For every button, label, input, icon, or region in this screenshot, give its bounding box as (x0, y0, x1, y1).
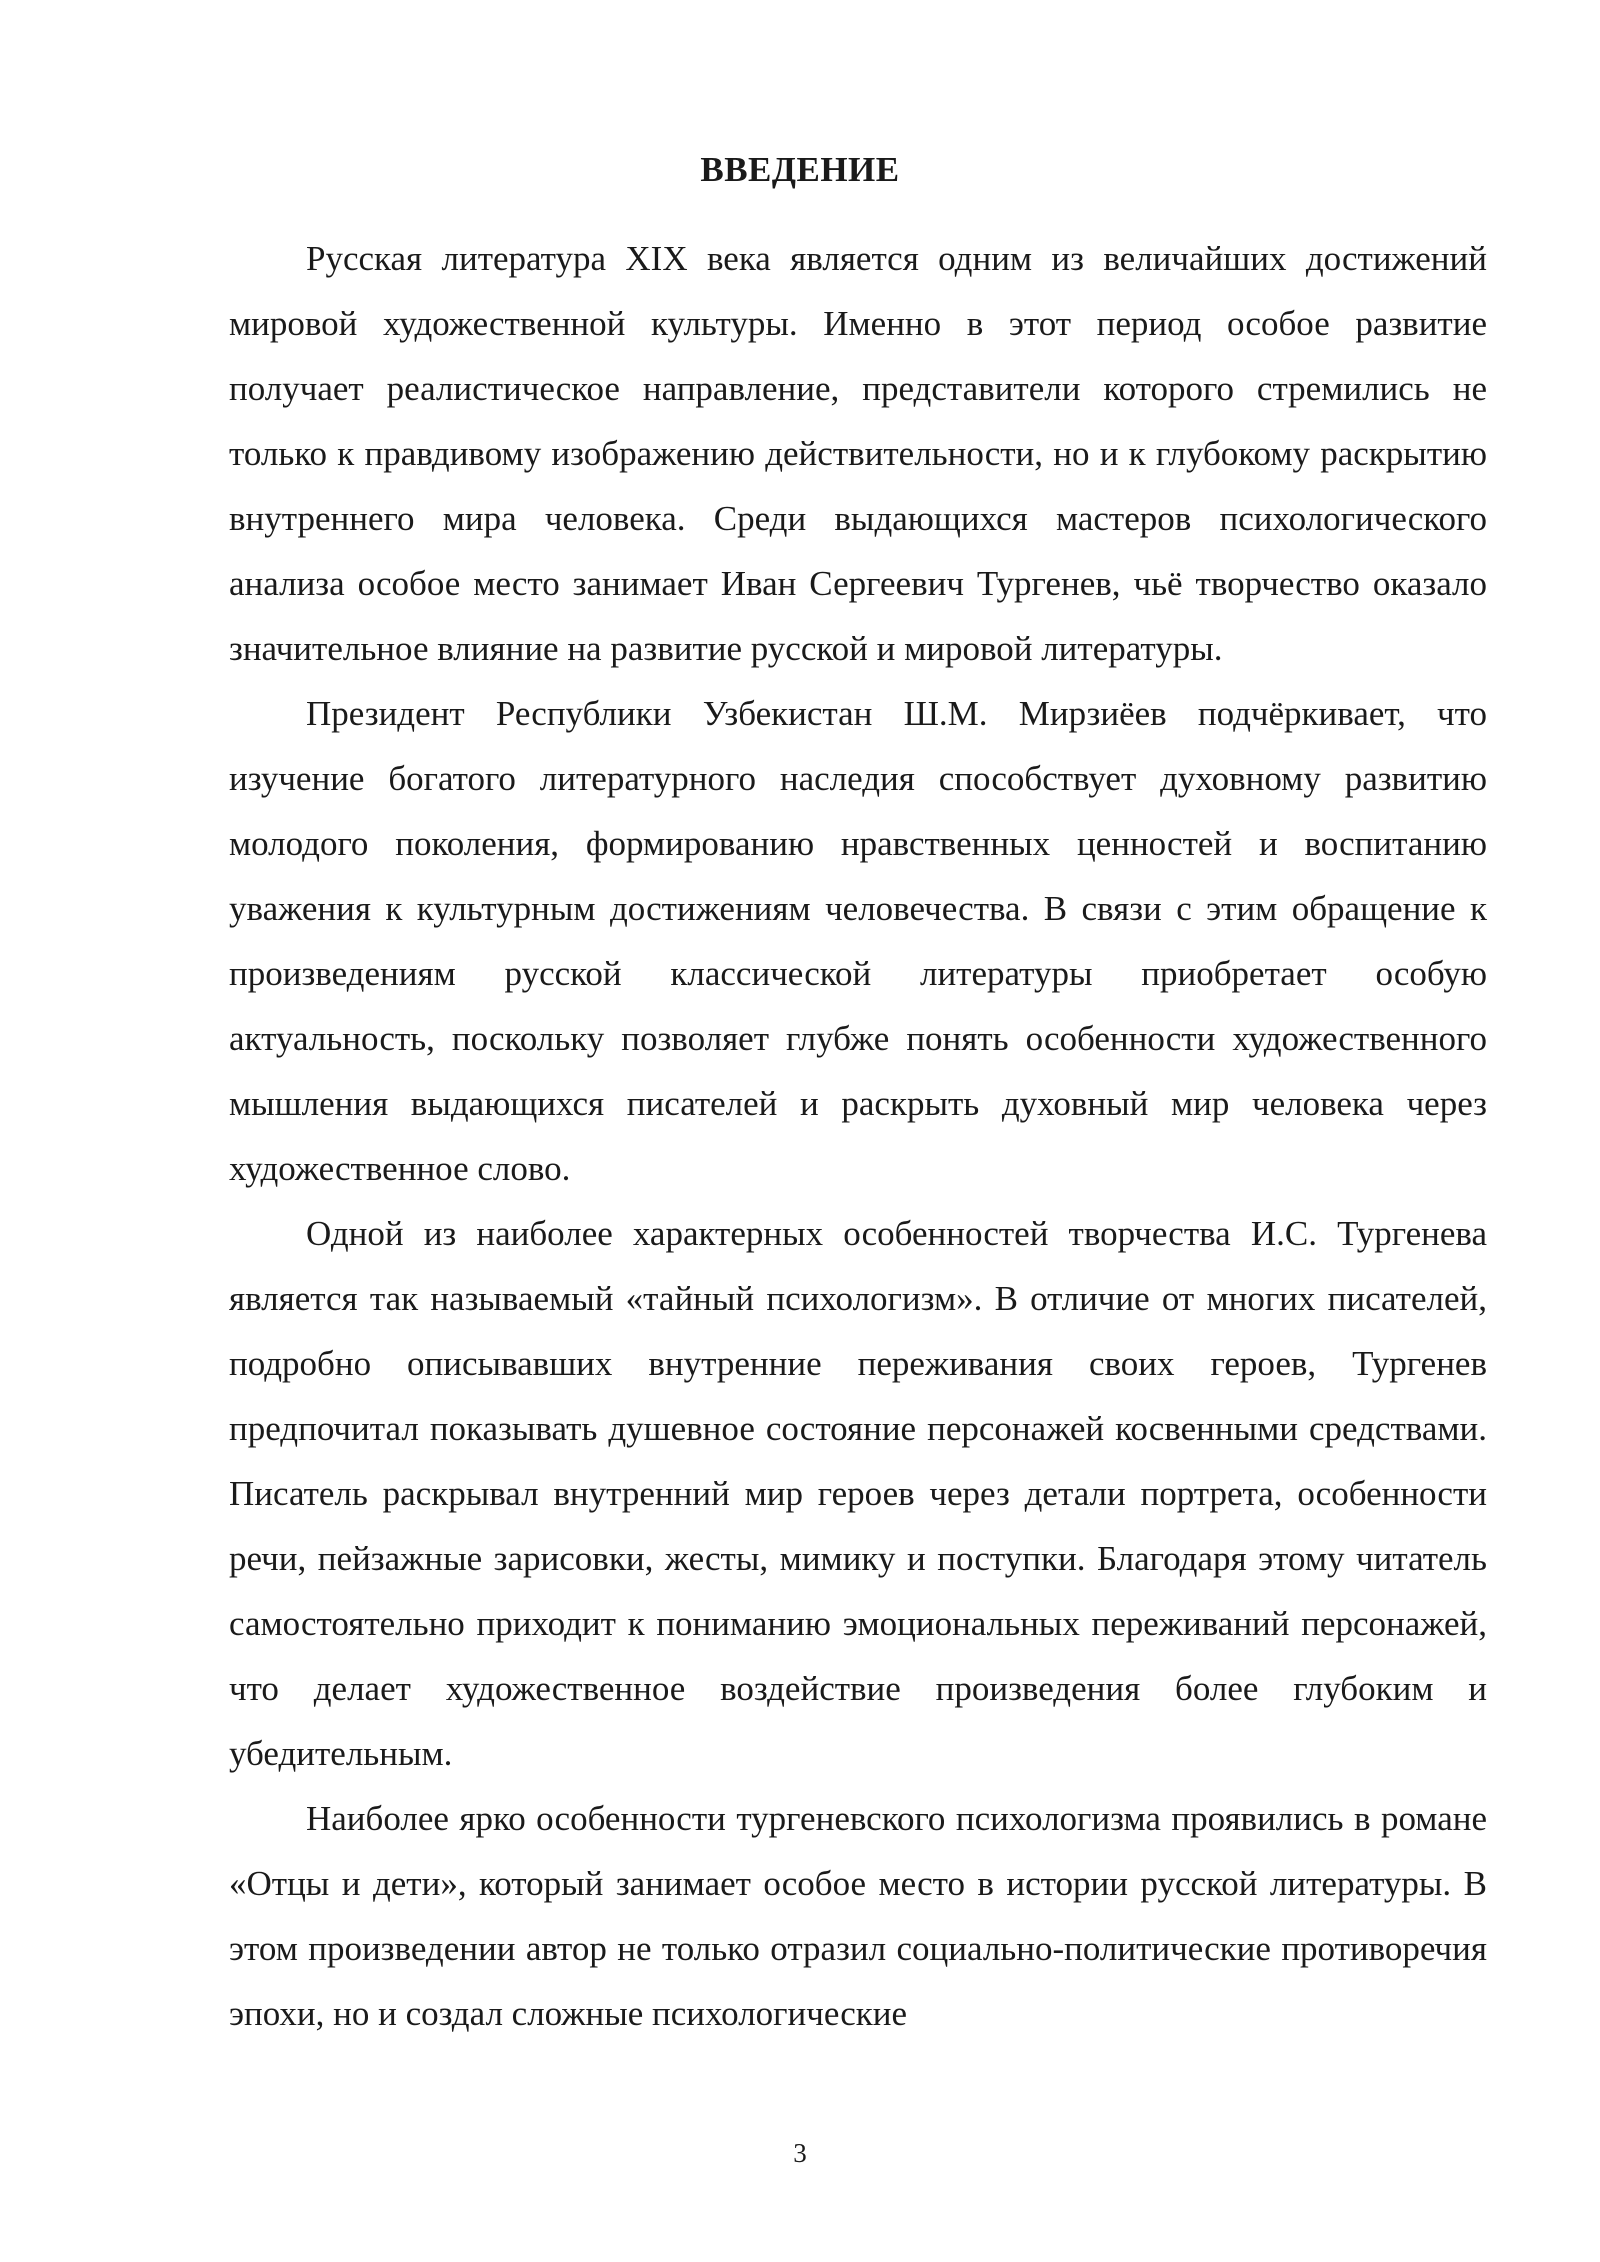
paragraph: Одной из наиболее характерных особенностей творчества И.С. Тургенева является так называемый «тайный психологизм». В отличие от многих писателей, подробно описывавших внутренние переживания своих героев, Тургенев предпочитал показывать душевное состояние персонажей косвенными средствами. Писатель раскрывал внутренний мир героев через детали портрета, особенности речи, пейзажные зарисовки, жесты, мимику и поступки. Благодаря этому читатель самостоятельно приходит к пониманию эмоциональных переживаний персонажей, что делает художественное воздействие произведения более глубоким и убедительным. (229, 1214, 1487, 1773)
page-number: 3 (793, 2138, 807, 2168)
paragraph: Русская литература XIX века является одним из величайших достижений мировой художественной культуры. Именно в этот период особое развитие получает реалистическое направление, представители которого стремились не только к правдивому изображению действительности, но и к глубокому раскрытию внутреннего мира человека. Среди выдающихся мастеров психологического анализа особое место занимает Иван Сергеевич Тургенев, чьё творчество оказало значительное влияние на развитие русской и мировой литературы. (229, 239, 1487, 668)
body-text (229, 226, 1487, 2046)
page-heading: ВВЕДЕНИЕ (700, 150, 900, 189)
paragraph: Наиболее ярко особенности тургеневского психологизма проявились в романе «Отцы и дети», который занимает особое место в истории русской литературы. В этом произведении автор не только отразил социально-политические противоречия эпохи, но и создал сложные психологические (229, 1799, 1487, 2033)
paragraph: Президент Республики Узбекистан Ш.М. Мирзиёев подчёркивает, что изучение богатого литературного наследия способствует духовному развитию молодого поколения, формированию нравственных ценностей и воспитанию уважения к культурным достижениям человечества. В связи с этим обращение к произведениям русской классической литературы приобретает особую актуальность, поскольку позволяет глубже понять особенности художественного мышления выдающихся писателей и раскрыть духовный мир человека через художественное слово. (229, 694, 1487, 1188)
